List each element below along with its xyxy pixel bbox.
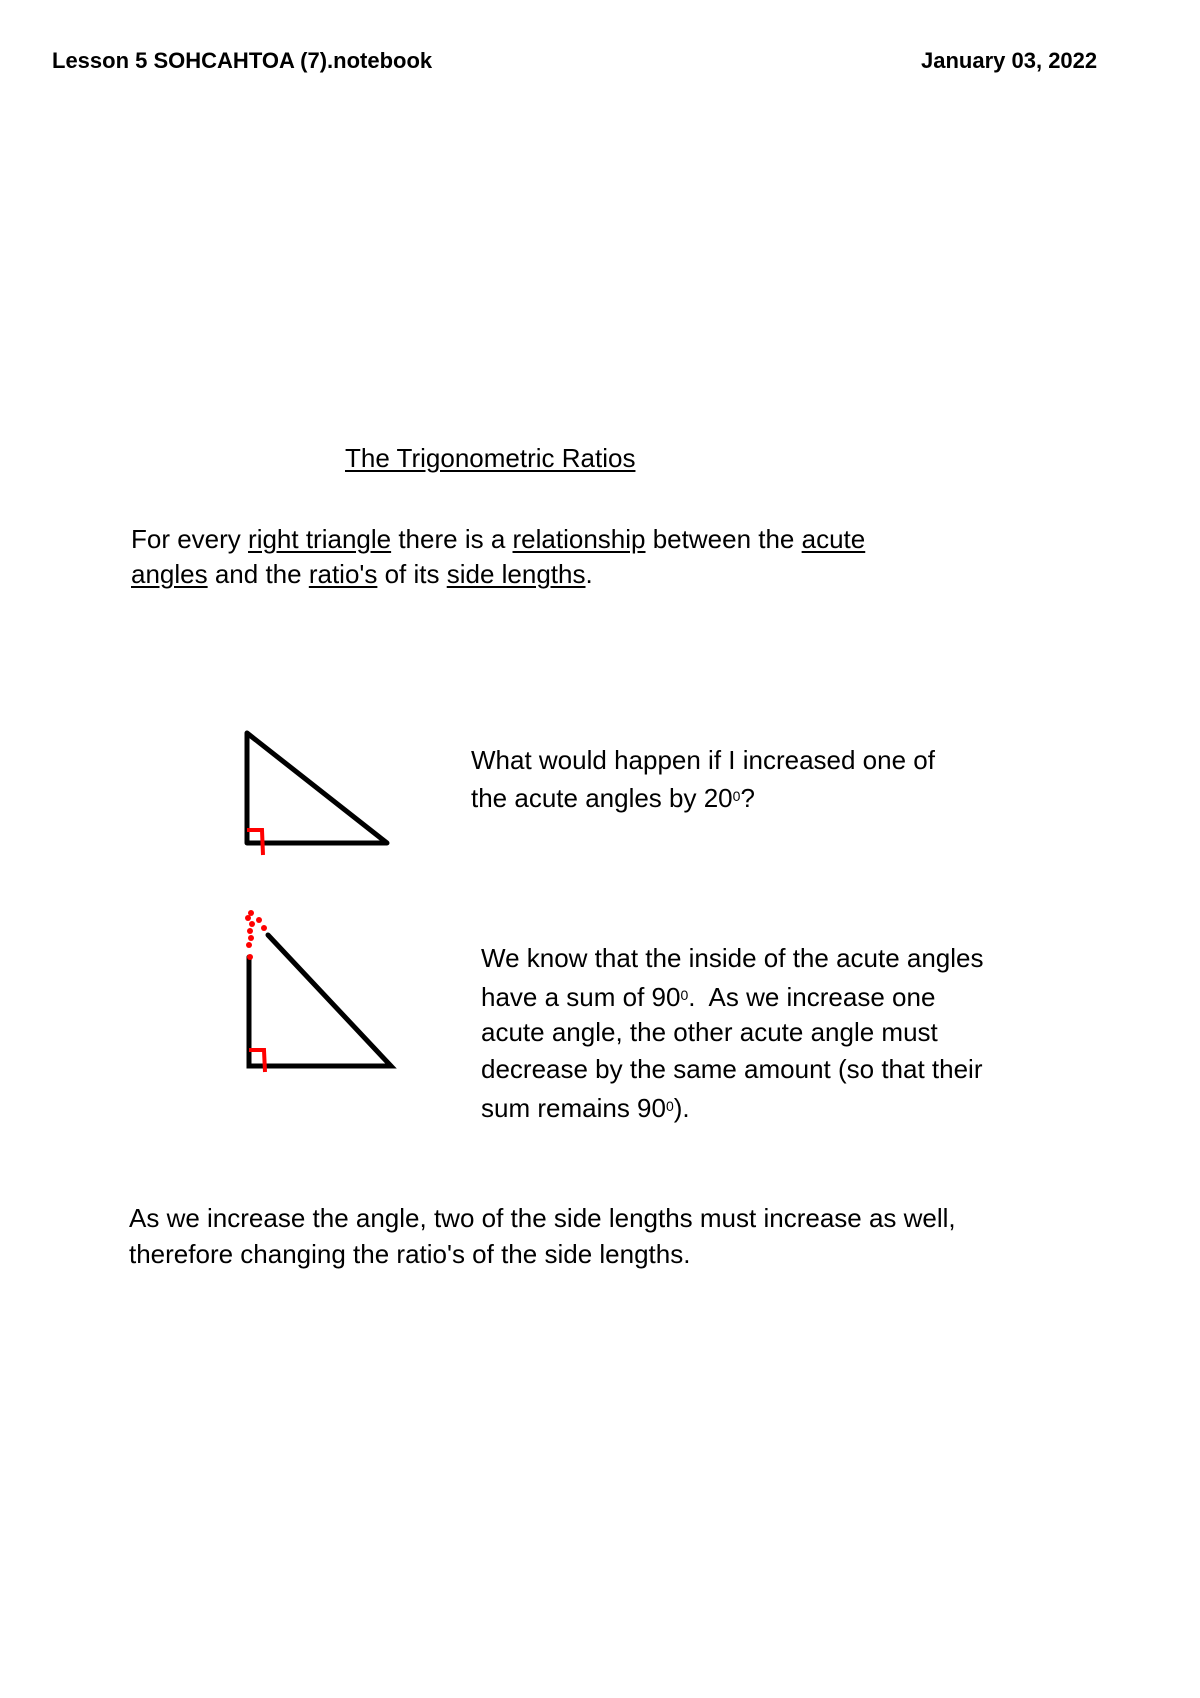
explanation-line-4: decrease by the same amount (so that their	[481, 1054, 983, 1084]
explanation-line-1: We know that the inside of the acute angles	[481, 943, 984, 973]
triangle-original	[247, 733, 387, 843]
explanation-line-2: have a sum of $90^0$. As we increase one	[481, 982, 936, 1012]
intro-line-2: angles and the ratio's of its side lengths.	[131, 559, 593, 589]
title-text: The Trigonometric Ratios	[345, 443, 636, 473]
triangle-increased-angle	[249, 935, 391, 1066]
increased-angle-marker	[245, 910, 267, 960]
conclusion-line-2: therefore changing the ratio's of the side lengths.	[129, 1239, 691, 1269]
explanation-line-3: acute angle, the other acute angle must	[481, 1017, 938, 1047]
notebook-filename: Lesson 5 SOHCAHTOA (7).notebook	[52, 48, 433, 73]
explanation-line-5: sum remains $90^0$).	[481, 1093, 690, 1123]
conclusion-line-1: As we increase the angle, two of the side lengths must increase as well,	[129, 1203, 956, 1233]
intro-line-1: For every right triangle there is a relationship between the acute	[131, 524, 866, 554]
question-line-2: the acute angles by $20^0$?	[471, 783, 755, 813]
question-line-1: What would happen if I increased one of	[471, 745, 935, 775]
notebook-date: January 03, 2022	[921, 48, 1098, 73]
